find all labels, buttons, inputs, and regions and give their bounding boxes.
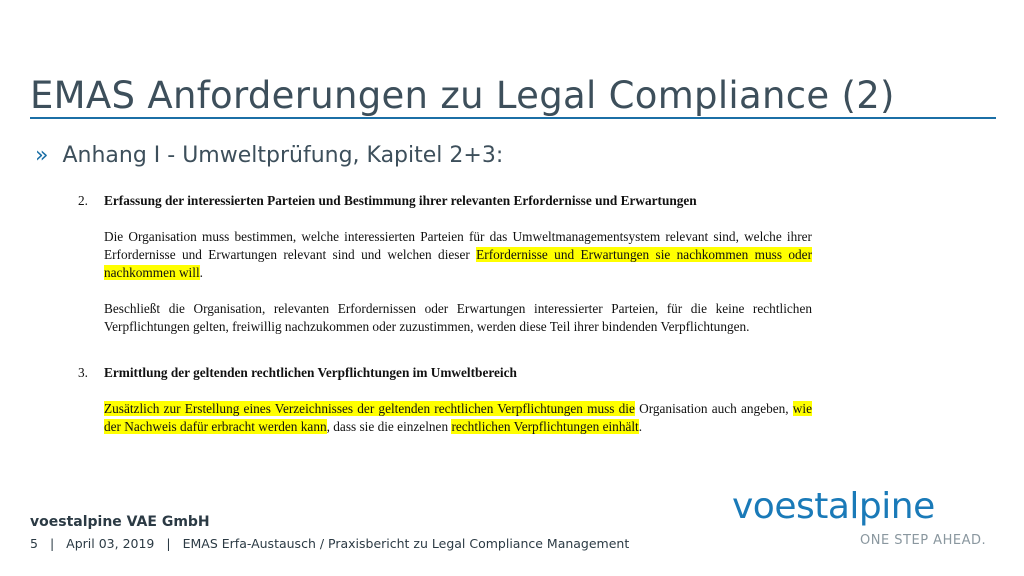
- title-divider: [30, 117, 996, 119]
- footer-line: [30, 536, 629, 551]
- paragraph-text: Die Organisation muss bestimmen, welche interessierten Parteien für das Umweltmanagementsystem relevant sind, welche ihrer Erfordernisse und Erwartungen relevant sind und welchen dieser: [104, 229, 812, 262]
- bullet-text: Anhang I - Umweltprüfung, Kapitel 2+3:: [62, 143, 504, 168]
- footer-separator: |: [166, 536, 171, 551]
- highlight-text: wie der Nachweis dafür erbracht werden kann: [104, 401, 812, 434]
- section-3-title: Ermittlung der geltenden rechtlichen Verpflichtungen im Umweltbereich: [104, 365, 517, 380]
- document-excerpt: [78, 192, 812, 436]
- bullet-mark: »: [35, 143, 49, 168]
- highlight-text: rechtlichen Verpflichtungen einhält: [451, 419, 639, 434]
- footer-date: April 03, 2019: [66, 536, 155, 551]
- slide-title: EMAS Anforderungen zu Legal Compliance (2): [30, 74, 895, 117]
- section-2-paragraph-2: Beschließt die Organisation, relevanten Erfordernissen oder Erwartungen interessierter Parteien, für die keine rechtlichen Verpflichtungen gelten, freiwillig nachzukommen oder zuzustimmen, werden diese Teil ihrer bindenden Verpflichtungen.: [104, 301, 812, 334]
- brand-tagline: ONE STEP AHEAD.: [860, 533, 987, 548]
- footer-subtitle: EMAS Erfa-Austausch / Praxisbericht zu Legal Compliance Management: [182, 536, 630, 551]
- section-2-title: Erfassung der interessierten Parteien und Bestimmung ihrer relevanten Erfordernisse und Erwartungen: [104, 193, 697, 208]
- bullet-line: [35, 143, 503, 168]
- highlight-text: Zusätzlich zur Erstellung eines Verzeichnisses der geltenden rechtlichen Verpflichtungen muss die: [104, 401, 635, 416]
- section-2-number: 2.: [78, 193, 88, 208]
- section-3-number: 3.: [78, 365, 88, 380]
- paragraph-text: , dass sie die einzelnen: [326, 419, 452, 434]
- footer-separator: |: [49, 536, 55, 551]
- paragraph-text: Organisation auch angeben,: [634, 401, 793, 416]
- section-3-paragraph: [104, 400, 812, 436]
- company-name: voestalpine VAE GmbH: [30, 514, 210, 530]
- paragraph-text: .: [638, 419, 643, 434]
- voestalpine-logo: voestalpine: [732, 486, 935, 527]
- highlight-text: Erfordernisse und Erwartungen sie nachkommen muss oder nachkommen will: [104, 247, 812, 280]
- paragraph-text: .: [199, 265, 203, 280]
- section-2-paragraph-1: [104, 228, 812, 282]
- section-2-heading: [78, 192, 812, 210]
- page-number: 5: [30, 536, 38, 551]
- section-3-heading: [78, 364, 812, 382]
